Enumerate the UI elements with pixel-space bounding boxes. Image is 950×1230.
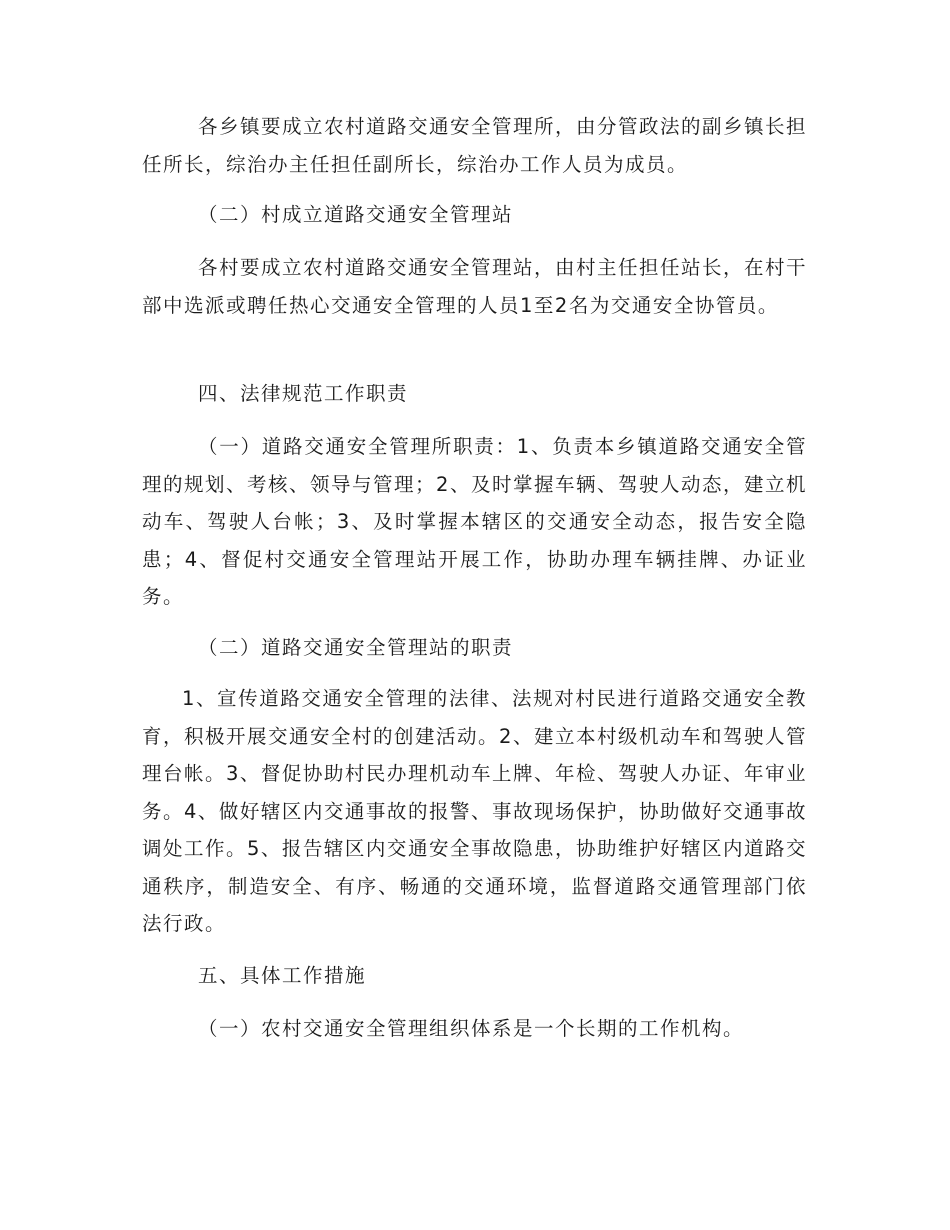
heading-section-five: 五、具体工作措施 [198,964,367,987]
paragraph-village-station: 各村要成立农村道路交通安全管理站，由村主任担任站长，在村干部中选派或聘任热心交通安全管理的人员1至2名为交通安全协管员。 [142,256,808,317]
heading-station-duties: （二）道路交通安全管理站的职责 [198,636,514,659]
paragraph-office-duties: （一）道路交通安全管理所职责：1、负责本乡镇道路交通安全管理的规划、考核、领导与管理；2、及时掌握车辆、驾驶人动态，建立机动车、驾驶人台帐；3、及时掌握本辖区的交通安全动态，报告安全隐患；4、督促村交通安全管理站开展工作，协助办理车辆挂牌、办证业务。 [142,435,807,608]
paragraph-township-office: 各乡镇要成立农村道路交通安全管理所，由分管政法的副乡镇长担任所长，综治办主任担任副所长，综治办工作人员为成员。 [142,115,808,176]
paragraph-station-duties: 1、宣传道路交通安全管理的法律、法规对村民进行道路交通安全教育，积极开展交通安全村的创建活动。2、建立本村级机动车和驾驶人管理台帐。3、督促协助村民办理机动车上牌、年检、驾驶人办证、年审业务。4、做好辖区内交通事故的报警、事故现场保护，协助做好交通事故调处工作。5、报告辖区内交通安全事故隐患，协助维护好辖区内道路交通秩序，制造安全、有序、畅通的交通环境，监督道路交通管理部门依法行政。 [142,687,807,935]
heading-village-station: （二）村成立道路交通安全管理站 [198,203,514,226]
heading-section-four: 四、法律规范工作职责 [198,382,409,405]
paragraph-work-measures: （一）农村交通安全管理组织体系是一个长期的工作机构。 [198,1017,745,1040]
